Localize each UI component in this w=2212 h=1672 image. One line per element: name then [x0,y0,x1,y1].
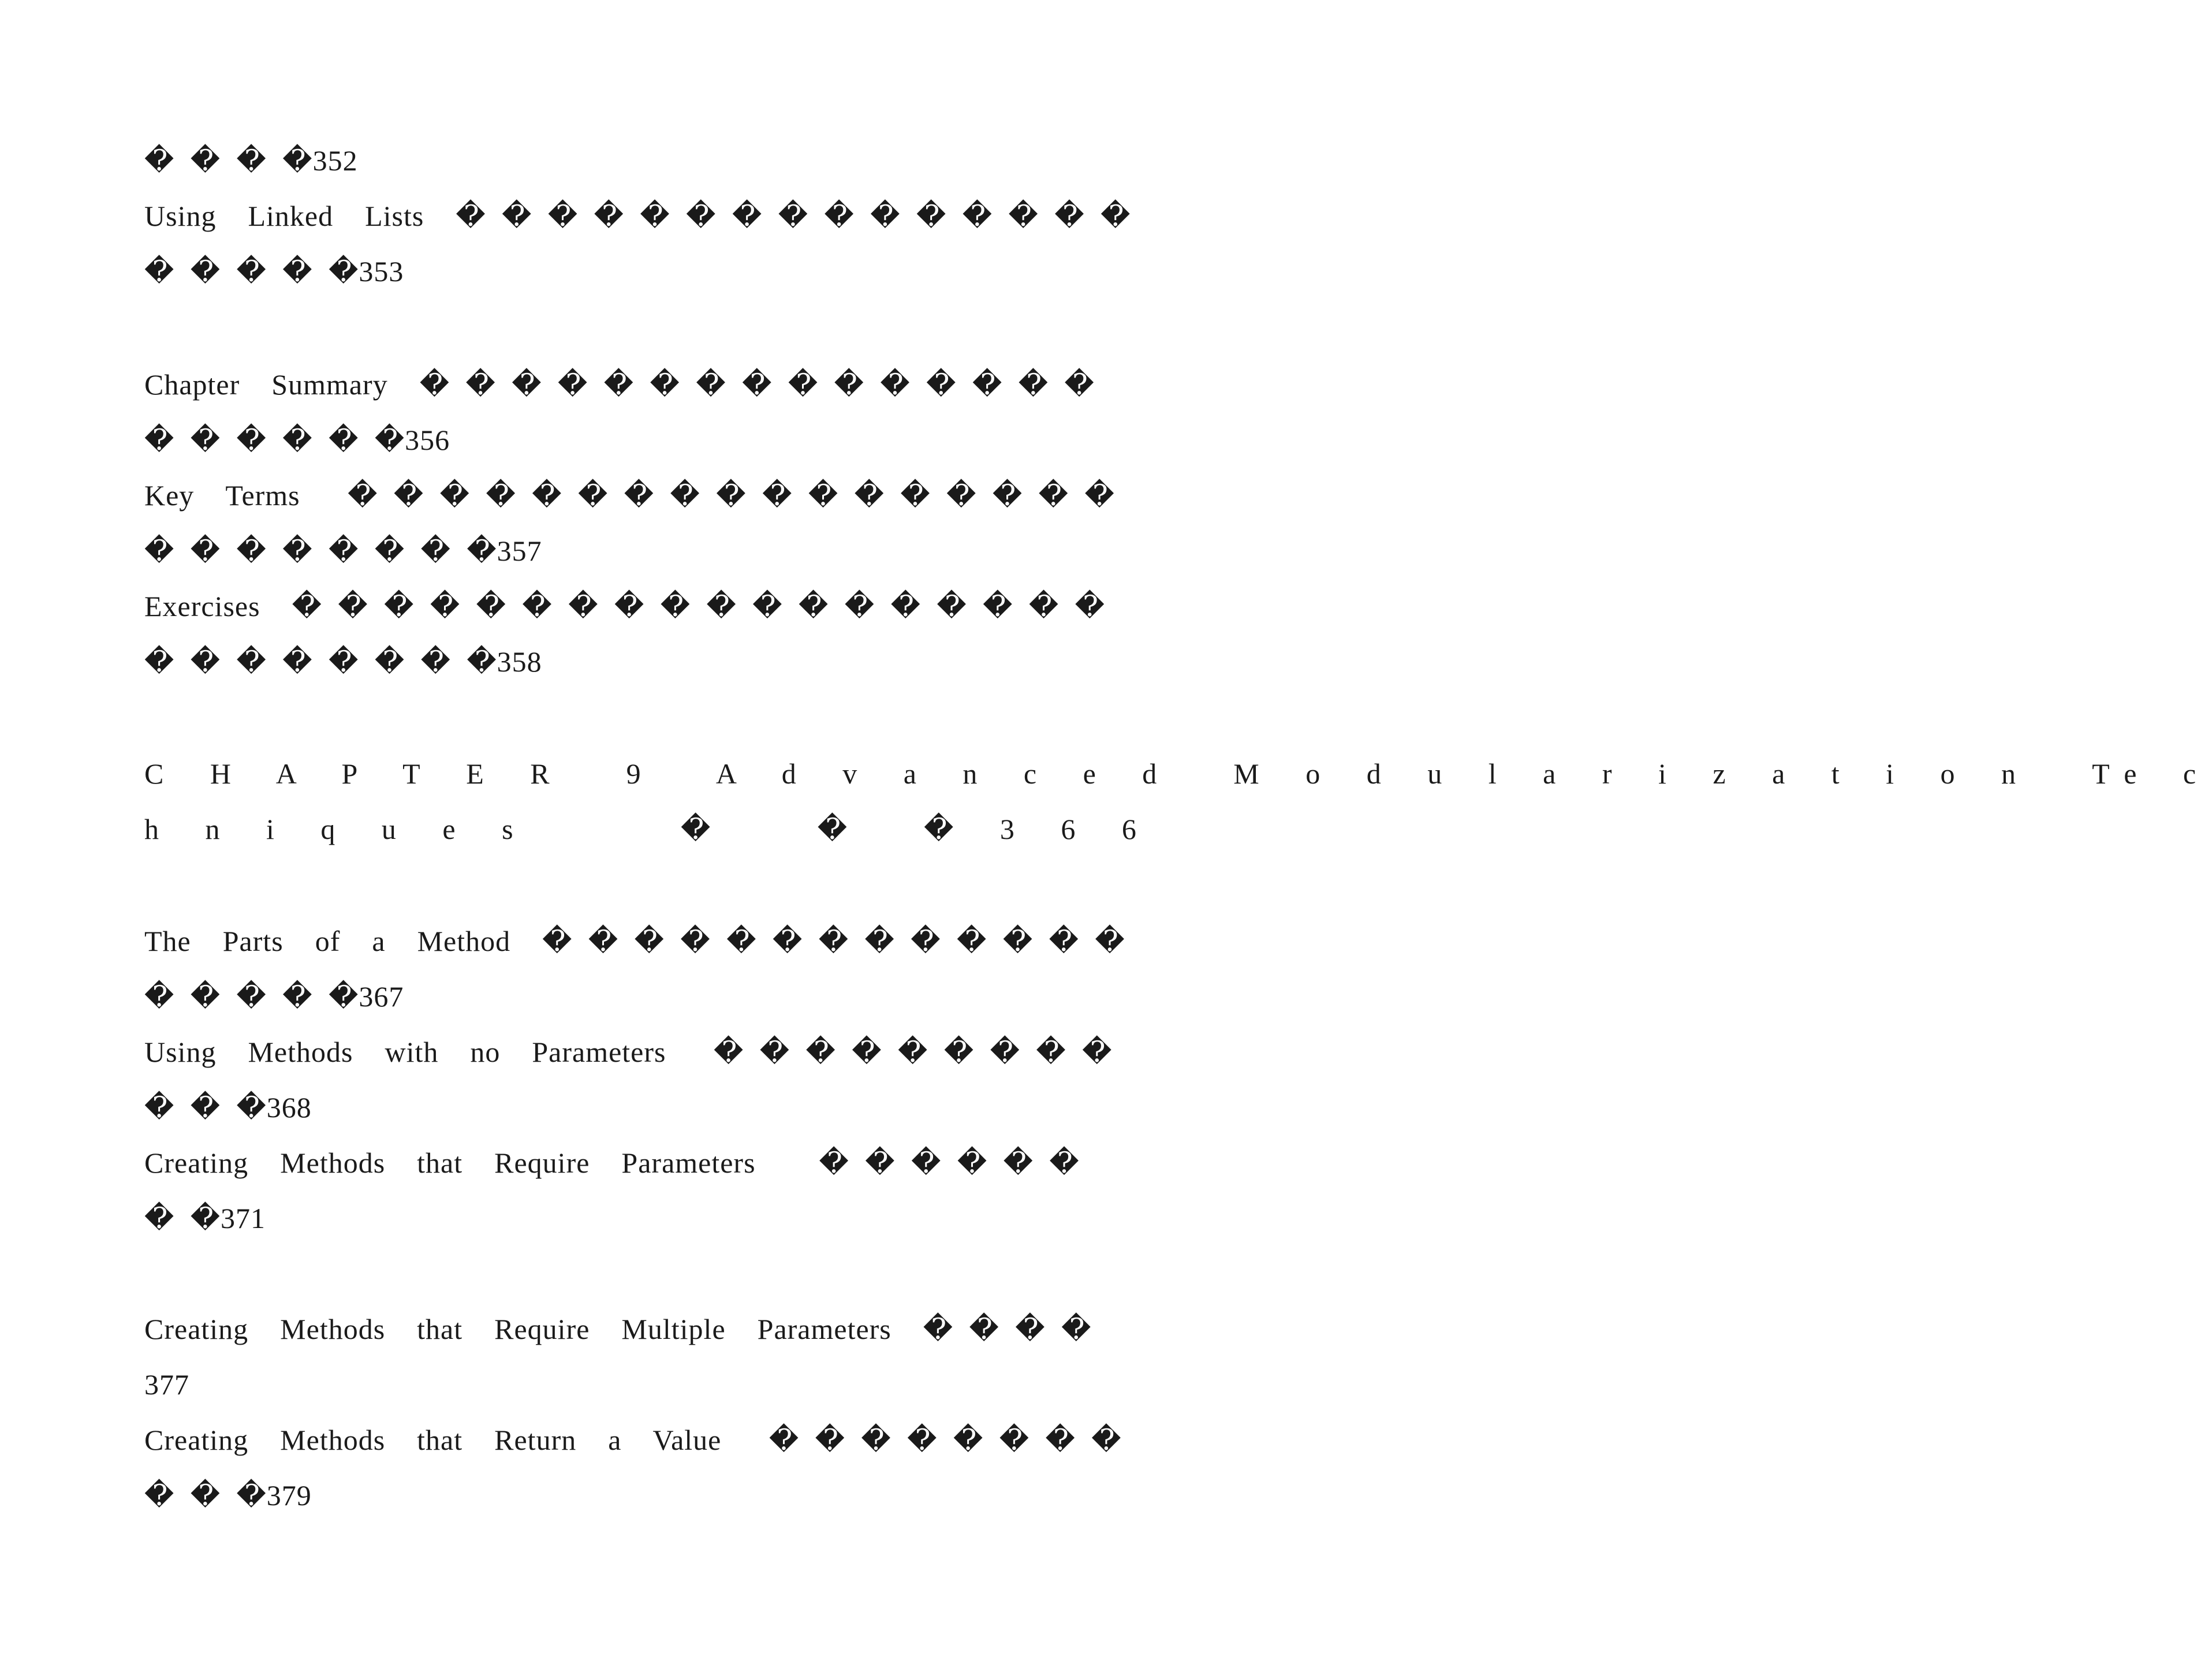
toc-line: � � � � � � � �357 [144,535,542,567]
toc-line: � � �368 [144,1091,312,1124]
toc-entry-key-terms: Key Terms � � � � � � � � � � � � � � � � � [144,479,1115,512]
chapter-heading: C H A P T E R 9 A d v a n c e d M o d u l a r i z a t i o n Te c [144,757,2212,790]
toc-entry-parts-of-a-method: The Parts of a Method � � � � � � � � � � � � � [144,925,1125,957]
toc-line: � � � �352 [144,144,358,177]
toc-line: � �371 [144,1202,266,1234]
toc-line: � � � � �367 [144,980,404,1013]
chapter-heading-continued: h n i q u e s � � � 3 6 6 [144,813,1152,845]
toc-entry-methods-return-value: Creating Methods that Return a Value � � � � � � � � [144,1424,1122,1456]
toc-line: � � �379 [144,1479,312,1511]
toc-entry-exercises: Exercises � � � � � � � � � � � � � � � � � � [144,590,1105,622]
toc-entry-methods-no-parameters: Using Methods with no Parameters � � � � � � � � � [144,1036,1113,1068]
toc-line: � � � � �353 [144,255,404,288]
toc-entry-using-linked-lists: Using Linked Lists � � � � � � � � � � � � � � � [144,200,1131,232]
toc-entry-methods-require-parameters: Creating Methods that Require Parameters � � � � � � [144,1147,1080,1179]
toc-line: 377 [144,1368,189,1401]
toc-line: � � � � � �356 [144,424,450,456]
toc-entry-chapter-summary: Chapter Summary � � � � � � � � � � � � � � � [144,368,1095,401]
toc-entry-methods-multiple-parameters: Creating Methods that Require Multiple Parameters � � � � [144,1313,1092,1345]
toc-line: � � � � � � � �358 [144,645,542,678]
